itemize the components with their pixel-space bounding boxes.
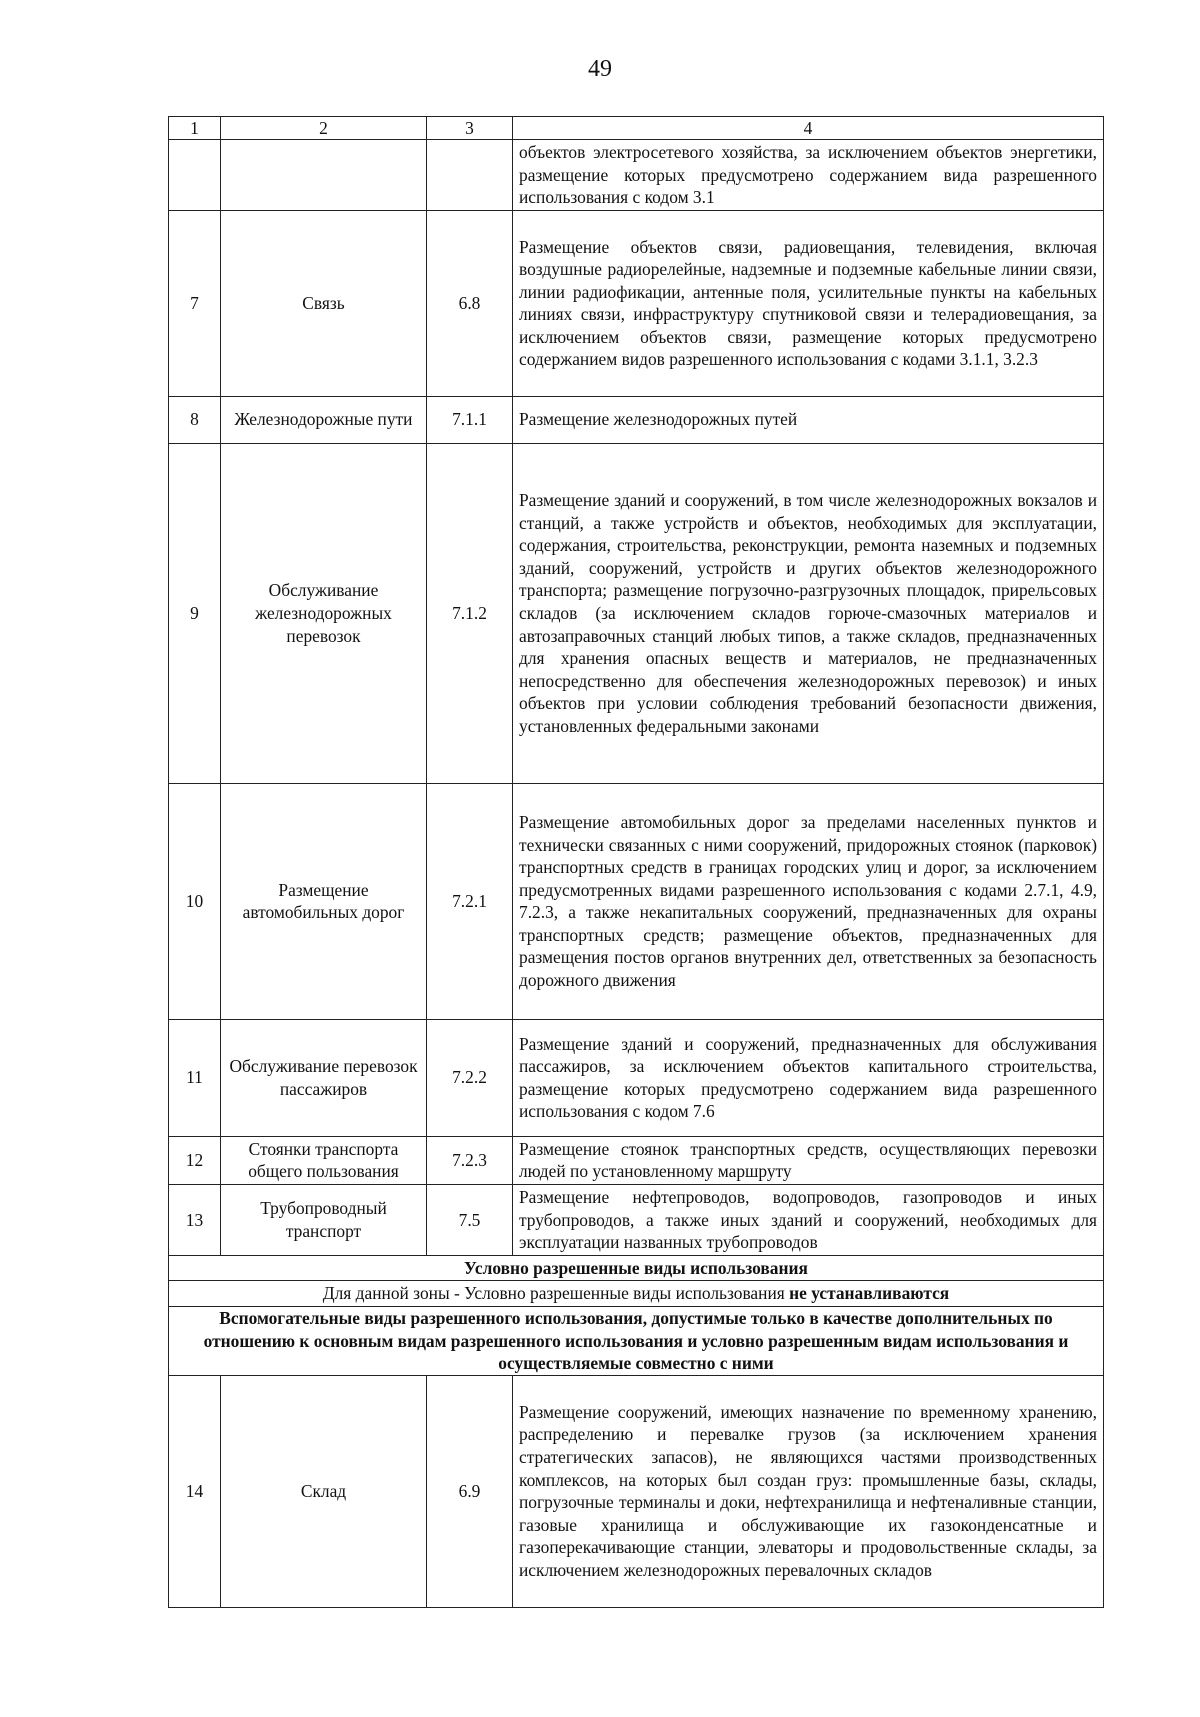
- table-row: [169, 140, 1104, 211]
- row-name: [221, 140, 427, 211]
- row-name: Склад: [221, 1375, 427, 1607]
- row-code: [427, 140, 513, 211]
- row-description: Размещение сооружений, имеющих назначение по временному хранению, распределению и перевалке грузов (за исключением хранения стратегических запасов), не являющихся частями производственных комплексов, на которых был создан груз: промышленные базы, склады, погрузочные терминалы и доки, нефтехранилища и нефтеналивные станции, газовые хранилища и обслуживающие их газоконденсатные и газоперекачивающие станции, элеваторы и продовольственные склады, за исключением железнодорожных перевалочных складов: [513, 1375, 1104, 1607]
- row-description: Размещение зданий и сооружений, в том числе железнодорожных вокзалов и станций, а также устройств и объектов, необходимых для эксплуатации, содержания, строительства, реконструкции, ремонта наземных и подземных зданий, сооружений, устройств и других объектов железнодорожного транспорта; размещение погрузочно-разгрузочных площадок, прирельсовых складов (за исключением складов горюче-смазочных материалов и автозаправочных станций любых типов, а также складов, предназначенных для хранения опасных веществ и материалов, не предназначенных непосредственно для обеспечения железнодорожных перевозок) и иных объектов при условии соблюдения требований безопасности движения, установленных федеральными законами: [513, 443, 1104, 783]
- row-code: 7.1.2: [427, 443, 513, 783]
- row-name: Размещение автомобильных дорог: [221, 783, 427, 1019]
- row-code: 7.1.1: [427, 396, 513, 443]
- header-col-1: 1: [169, 117, 221, 140]
- row-description: Размещение зданий и сооружений, предназначенных для обслуживания пассажиров, за исключением объектов капитального строительства, размещение которых предусмотрено содержанием вида разрешенного использования с кодом 7.6: [513, 1019, 1104, 1136]
- land-use-table: [168, 116, 1104, 1608]
- row-number: [169, 140, 221, 211]
- row-number: 13: [169, 1184, 221, 1255]
- row-number: 14: [169, 1375, 221, 1607]
- section-conditional-title: Условно разрешенные виды использования: [169, 1255, 1104, 1281]
- row-name: Обслуживание перевозок пассажиров: [221, 1019, 427, 1136]
- row-description: Размещение стоянок транспортных средств, осуществляющих перевозки людей по установленному маршруту: [513, 1136, 1104, 1184]
- row-description: Размещение объектов связи, радиовещания, телевидения, включая воздушные радиорелейные, надземные и подземные кабельные линии связи, линии радиофикации, антенные поля, усилительные пункты на кабельных линиях связи, инфраструктуру спутниковой связи и телерадиовещания, за исключением объектов связи, размещение которых предусмотрено содержанием видов разрешенного использования с кодами 3.1.1, 3.2.3: [513, 210, 1104, 396]
- table-row: [169, 783, 1104, 1019]
- section-conditional-note: [169, 1281, 1104, 1307]
- section-header-row: [169, 1306, 1104, 1375]
- header-col-4: 4: [513, 117, 1104, 140]
- row-description: Размещение автомобильных дорог за пределами населенных пунктов и технически связанных с ними сооружений, придорожных стоянок (парковок) транспортных средств в границах городских улиц и дорог, за исключением предусмотренных видами разрешенного использования с кодами 2.7.1, 4.9, 7.2.3, а также некапитальных сооружений, предназначенных для охраны транспортных средств; размещение объектов, предназначенных для размещения постов органов внутренних дел, ответственных за безопасность дорожного движения: [513, 783, 1104, 1019]
- row-number: 7: [169, 210, 221, 396]
- row-code: 7.2.1: [427, 783, 513, 1019]
- table-row: [169, 396, 1104, 443]
- table-row: [169, 1184, 1104, 1255]
- row-description: Размещение нефтепроводов, водопроводов, газопроводов и иных трубопроводов, а также иных зданий и сооружений, необходимых для эксплуатации названных трубопроводов: [513, 1184, 1104, 1255]
- row-code: 7.2.3: [427, 1136, 513, 1184]
- row-name: Железнодорожные пути: [221, 396, 427, 443]
- row-name: Стоянки транспорта общего пользования: [221, 1136, 427, 1184]
- section-conditional-note-emphasis: не устанавливаются: [789, 1283, 950, 1304]
- table-row: [169, 443, 1104, 783]
- row-description: объектов электросетевого хозяйства, за исключением объектов энергетики, размещение которых предусмотрено содержанием вида разрешенного использования с кодом 3.1: [513, 140, 1104, 211]
- row-name: Обслуживание железнодорожных перевозок: [221, 443, 427, 783]
- row-number: 9: [169, 443, 221, 783]
- section-header-row: [169, 1255, 1104, 1281]
- row-code: 7.5: [427, 1184, 513, 1255]
- row-code: 6.8: [427, 210, 513, 396]
- table-header-row: [169, 117, 1104, 140]
- row-number: 10: [169, 783, 221, 1019]
- row-code: 7.2.2: [427, 1019, 513, 1136]
- section-note-row: [169, 1281, 1104, 1307]
- row-name: Связь: [221, 210, 427, 396]
- page-number: 49: [588, 56, 612, 82]
- header-col-2: 2: [221, 117, 427, 140]
- table-row: [169, 1375, 1104, 1607]
- header-col-3: 3: [427, 117, 513, 140]
- table-row: [169, 1019, 1104, 1136]
- row-code: 6.9: [427, 1375, 513, 1607]
- row-name: Трубопроводный транспорт: [221, 1184, 427, 1255]
- section-auxiliary-title: Вспомогательные виды разрешенного использования, допустимые только в качестве дополнительных по отношению к основным видам разрешенного использования и условно разрешенным видам использования и осуществляемые совместно с ними: [169, 1306, 1104, 1375]
- table-row: [169, 210, 1104, 396]
- row-description: Размещение железнодорожных путей: [513, 396, 1104, 443]
- table-row: [169, 1136, 1104, 1184]
- row-number: 8: [169, 396, 221, 443]
- section-conditional-note-text: Для данной зоны - Условно разрешенные виды использования: [322, 1283, 790, 1304]
- row-number: 12: [169, 1136, 221, 1184]
- row-number: 11: [169, 1019, 221, 1136]
